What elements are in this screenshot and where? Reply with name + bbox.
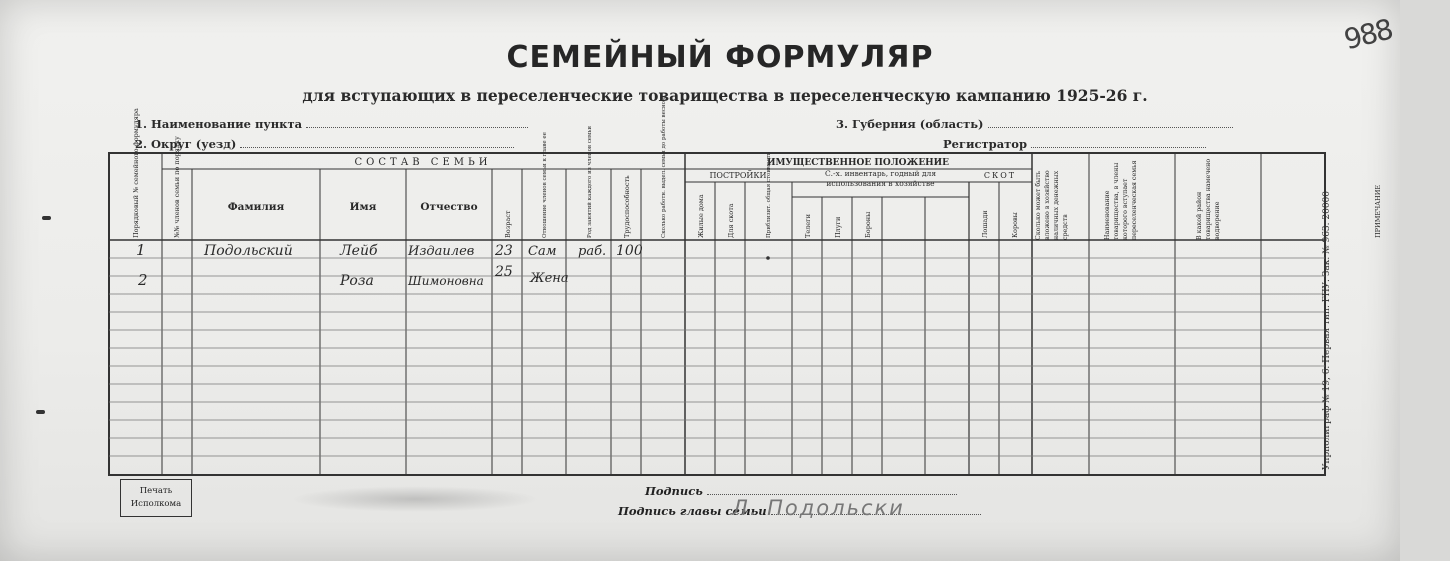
printer-note: Упрполиграф № 19, 6. Первая тип. ГПУ. Зак. № 963. 20000	[1322, 190, 1332, 470]
registrar-label: Регистратор	[943, 137, 1027, 151]
guberniya-field	[836, 117, 1233, 131]
stamp-box	[120, 479, 192, 517]
col-district-box	[1177, 156, 1259, 240]
col-cattle-shed: Для скота	[727, 203, 735, 238]
guberniya-line[interactable]	[988, 118, 1233, 128]
col-occupation: Род занятий каждого из членов семьи	[587, 126, 593, 238]
row-2-name: Роза	[340, 273, 374, 289]
col-surname: Фамилия	[227, 201, 285, 213]
point-label: 1. Наименование пункта	[135, 117, 303, 131]
row-1-relation: Сам	[528, 244, 557, 259]
row-1-surname: Подольский	[204, 243, 293, 259]
row-2-seq: 2	[138, 271, 148, 289]
col-relation: Отношение членов семьи к главе ее	[542, 132, 548, 238]
col-seq: Порядковый № семейного формуляра	[132, 108, 140, 238]
col-age: Возраст	[504, 210, 512, 238]
col-money-box	[1034, 156, 1087, 240]
row-1-capacity: 100	[616, 243, 643, 259]
head-signature: Л. Подольски	[732, 496, 905, 520]
stamp-label: Печать Исполкома	[130, 486, 182, 509]
row-1-name: Лейб	[340, 243, 378, 259]
row-1-seq: 1	[136, 241, 146, 259]
page-number: 988	[1340, 12, 1395, 57]
form-subtitle: для вступающих в переселенческие товарищества в переселенческую кампанию 1925-26 г.	[302, 86, 1148, 105]
binding-mark	[36, 410, 45, 414]
registrar-field	[943, 137, 1206, 151]
buildings-group-header: ПОСТРОЙКИ	[709, 171, 767, 180]
family-group-header: СОСТАВ СЕМЬИ	[354, 157, 492, 168]
col-partnership: Наименование товарищества, в члены которого вступает переселенческая семья	[1104, 160, 1138, 240]
inventory-group-header-box	[794, 169, 967, 197]
col-horses: Лошади	[981, 210, 989, 238]
row-2	[137, 264, 569, 289]
col-carts: Телеги	[804, 214, 812, 238]
col-work-out: Сколько работн. выдел. семья до работы весною	[661, 96, 667, 238]
signature-line[interactable]	[707, 485, 957, 495]
row-1	[136, 241, 643, 259]
form-title: СЕМЕЙНЫЙ ФОРМУЛЯР	[506, 40, 934, 75]
col-harrows: Бороны	[864, 211, 872, 238]
col-notes: ПРИМЕЧАНИЕ	[1374, 184, 1382, 238]
row-1-age: 23	[495, 243, 513, 259]
row-2-age: 25	[495, 264, 513, 280]
okrug-label: 2. Округ (уезд)	[135, 137, 237, 151]
okrug-field	[135, 137, 514, 151]
col-patronymic: Отчество	[420, 201, 478, 213]
point-field	[135, 117, 528, 131]
col-district: В какой район товарищества намечено водворение	[1196, 158, 1221, 240]
col-capacity: Трудоспособность	[623, 175, 631, 238]
guberniya-label: 3. Губерния (область)	[836, 117, 984, 131]
ink-dot	[766, 256, 770, 260]
inventory-group-header: С.-х. инвентарь, годный для использования в хозяйстве	[824, 169, 937, 188]
ink-smudge	[290, 486, 540, 512]
col-member-no: №№ членов семьи по порядку	[173, 136, 181, 238]
row-2-relation: Жена	[530, 271, 569, 286]
okrug-line[interactable]	[240, 138, 514, 148]
row-2-patronymic: Шимоновна	[408, 274, 484, 288]
col-cows: Коровы	[1011, 212, 1019, 238]
col-partnership-box	[1091, 156, 1173, 240]
signature-label: Подпись	[645, 484, 703, 498]
col-dwelling: Жилые дома	[697, 194, 705, 238]
row-1-occupation: раб.	[578, 244, 607, 259]
property-group-header: ИМУЩЕСТВЕННОЕ ПОЛОЖЕНИЕ	[766, 158, 950, 168]
row-1-patronymic: Издаилев	[408, 244, 475, 259]
point-line[interactable]	[306, 118, 528, 128]
binding-mark	[42, 216, 51, 220]
col-ploughs: Плуги	[834, 216, 842, 238]
row-lines	[109, 258, 1325, 456]
col-name: Имя	[349, 201, 377, 213]
livestock-group-header: СКОТ	[983, 171, 1017, 180]
col-money: Сколько может быть вложено в хозяйство наличных денежных средств	[1035, 170, 1069, 240]
col-value: Приблизит. общая стоимость	[766, 152, 772, 238]
head-signature-label: Подпись главы семьи	[618, 504, 767, 518]
registrar-line[interactable]	[1031, 138, 1206, 148]
